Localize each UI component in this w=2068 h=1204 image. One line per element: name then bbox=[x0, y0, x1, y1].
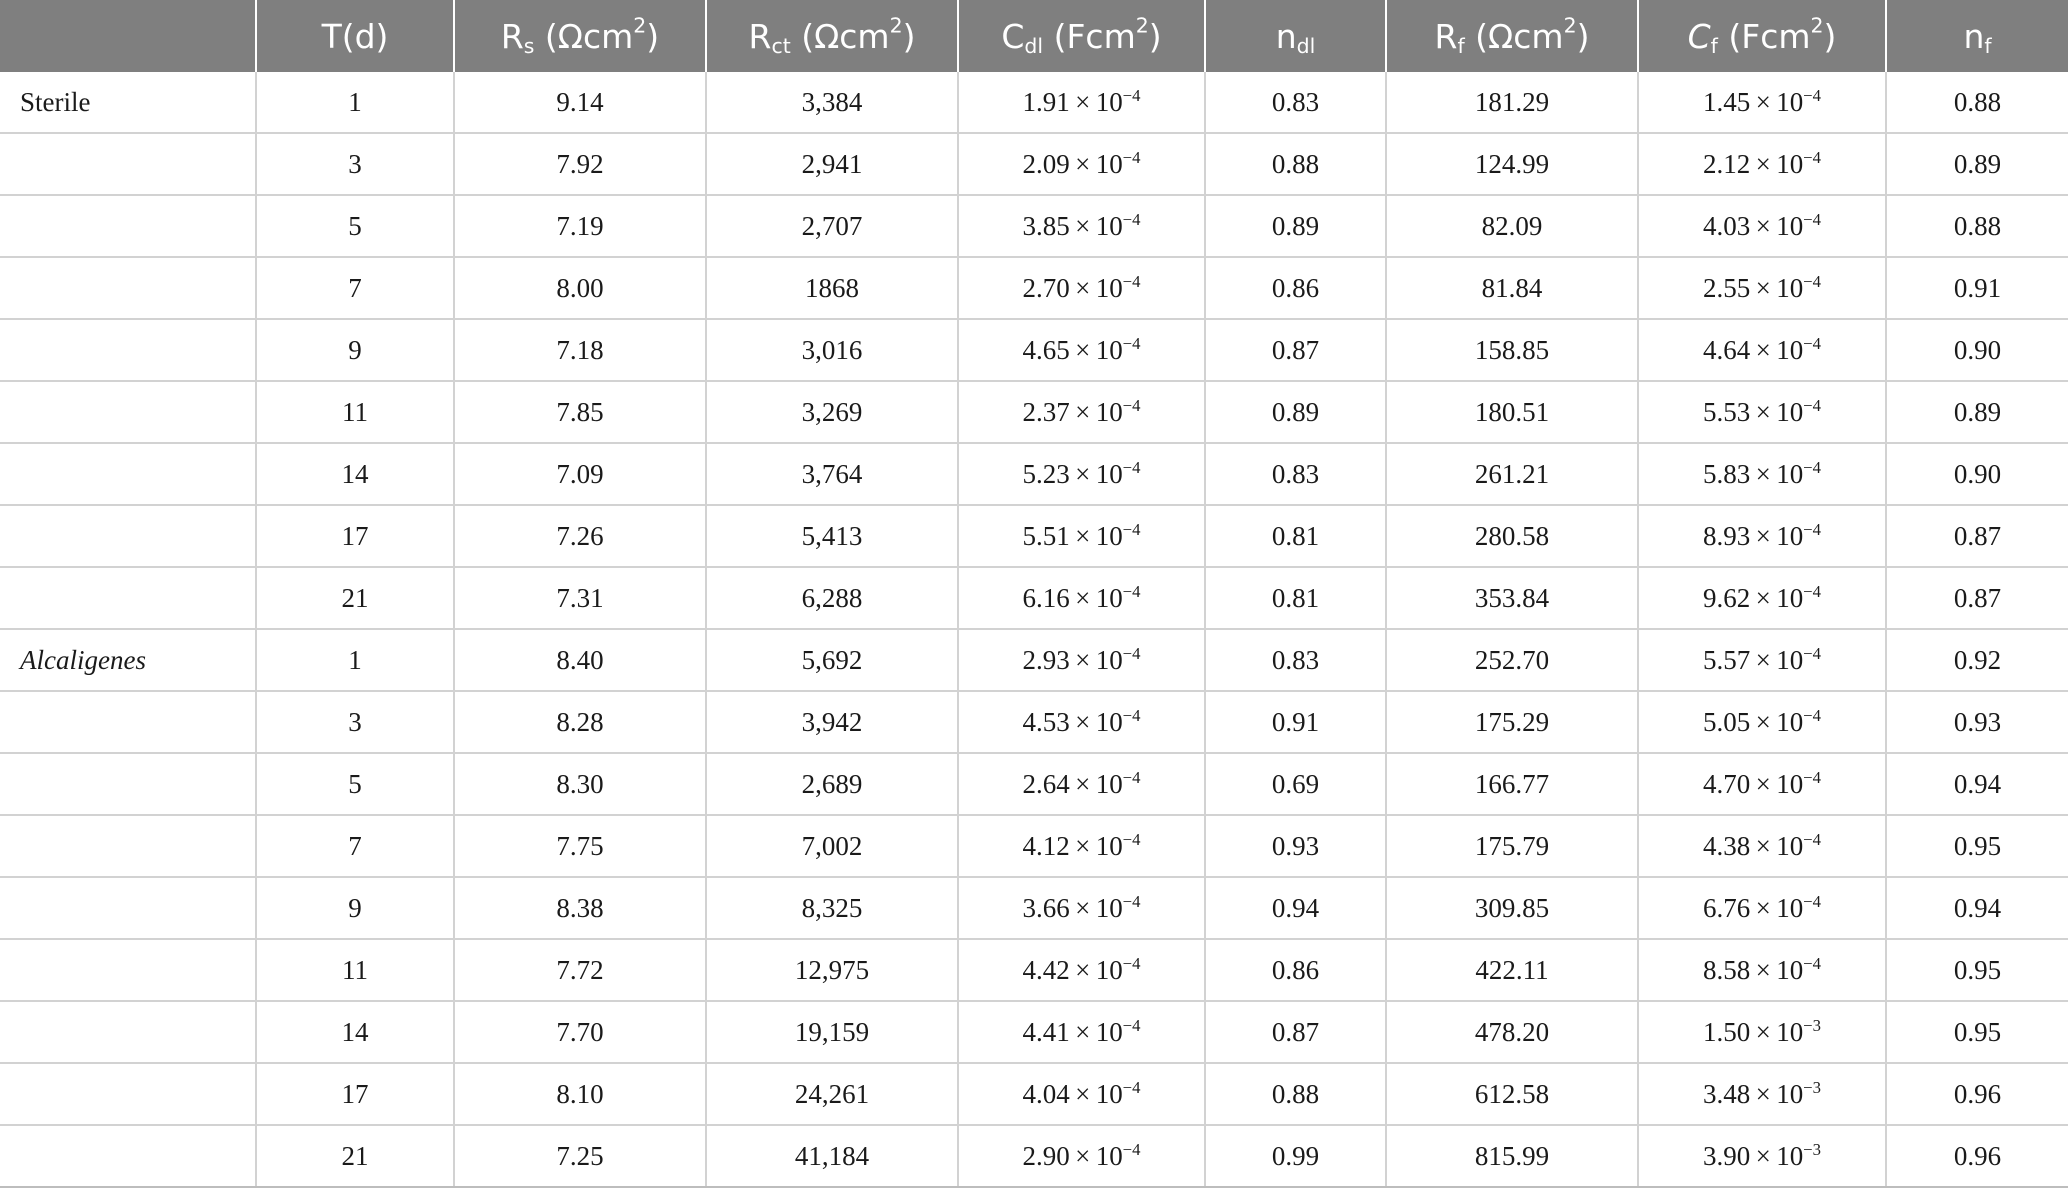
cell-rct: 8,325 bbox=[706, 877, 958, 939]
cell-rf: 478.20 bbox=[1386, 1001, 1638, 1063]
cell-rf: 181.29 bbox=[1386, 72, 1638, 133]
header-symbol: R bbox=[748, 16, 772, 56]
cell-nf: 0.89 bbox=[1886, 381, 2068, 443]
cell-cf bbox=[1638, 505, 1886, 567]
cell-group bbox=[0, 567, 256, 629]
table-row bbox=[0, 319, 2068, 381]
cell-group: Sterile bbox=[0, 72, 256, 133]
header-unit-close: ) bbox=[1576, 16, 1590, 56]
exponent: −4 bbox=[1803, 209, 1822, 229]
cell-rs: 8.40 bbox=[454, 629, 706, 691]
exponent: −4 bbox=[1803, 457, 1822, 477]
cell-cf bbox=[1638, 257, 1886, 319]
cell-cdl bbox=[958, 443, 1205, 505]
exponent: −4 bbox=[1122, 891, 1141, 911]
cell-ndl: 0.81 bbox=[1205, 505, 1386, 567]
cell-rs: 7.70 bbox=[454, 1001, 706, 1063]
cell-group bbox=[0, 133, 256, 195]
header-unit-close: ) bbox=[646, 16, 660, 56]
cell-rct: 5,413 bbox=[706, 505, 958, 567]
cell-rf: 815.99 bbox=[1386, 1125, 1638, 1187]
cell-rct: 3,269 bbox=[706, 381, 958, 443]
exponent: −4 bbox=[1122, 209, 1141, 229]
cell-rct: 6,288 bbox=[706, 567, 958, 629]
cell-ndl: 0.89 bbox=[1205, 195, 1386, 257]
cell-ndl: 0.93 bbox=[1205, 815, 1386, 877]
cell-rct: 12,975 bbox=[706, 939, 958, 1001]
mantissa: 1.50 × 10 bbox=[1702, 1016, 1804, 1047]
cell-nf: 0.87 bbox=[1886, 567, 2068, 629]
header-unit-exponent: 2 bbox=[1135, 13, 1149, 38]
cell-nf: 0.95 bbox=[1886, 939, 2068, 1001]
cell-ndl: 0.91 bbox=[1205, 691, 1386, 753]
exponent: −4 bbox=[1122, 395, 1141, 415]
cell-nf: 0.89 bbox=[1886, 133, 2068, 195]
mantissa: 5.83 × 10 bbox=[1702, 458, 1804, 489]
header-symbol: n bbox=[1275, 16, 1297, 56]
header-symbol: C bbox=[1001, 16, 1025, 56]
mantissa: 2.90 × 10 bbox=[1022, 1140, 1123, 1171]
cell-cf bbox=[1638, 939, 1886, 1001]
cell-rf: 81.84 bbox=[1386, 257, 1638, 319]
mantissa: 4.64 × 10 bbox=[1702, 334, 1804, 365]
cell-rct: 3,016 bbox=[706, 319, 958, 381]
cell-cdl bbox=[958, 257, 1205, 319]
cell-rct: 5,692 bbox=[706, 629, 958, 691]
cell-rs: 7.18 bbox=[454, 319, 706, 381]
cell-rf: 158.85 bbox=[1386, 319, 1638, 381]
table-row bbox=[0, 877, 2068, 939]
table-row bbox=[0, 691, 2068, 753]
cell-cdl bbox=[958, 72, 1205, 133]
exponent: −4 bbox=[1803, 643, 1822, 663]
cell-group bbox=[0, 505, 256, 567]
cell-ndl: 0.81 bbox=[1205, 567, 1386, 629]
exponent: −4 bbox=[1122, 519, 1141, 539]
mantissa: 4.12 × 10 bbox=[1022, 830, 1123, 861]
cell-group bbox=[0, 753, 256, 815]
table-row bbox=[0, 567, 2068, 629]
exponent: −3 bbox=[1803, 1139, 1822, 1159]
cell-rf: 422.11 bbox=[1386, 939, 1638, 1001]
cell-t: 17 bbox=[256, 1063, 454, 1125]
mantissa: 3.85 × 10 bbox=[1022, 210, 1123, 241]
cell-ndl: 0.88 bbox=[1205, 133, 1386, 195]
cell-cf bbox=[1638, 319, 1886, 381]
header-subscript: f bbox=[1457, 33, 1465, 58]
column-header-t bbox=[256, 0, 454, 72]
cell-t: 3 bbox=[256, 133, 454, 195]
table-row bbox=[0, 133, 2068, 195]
column-header-cf bbox=[1638, 0, 1886, 72]
cell-cf bbox=[1638, 381, 1886, 443]
header-unit-close: ) bbox=[902, 16, 916, 56]
mantissa: 2.09 × 10 bbox=[1022, 148, 1123, 179]
cell-t: 9 bbox=[256, 877, 454, 939]
cell-nf: 0.90 bbox=[1886, 319, 2068, 381]
exponent: −4 bbox=[1122, 1077, 1141, 1097]
cell-group bbox=[0, 1001, 256, 1063]
header-unit-exponent: 2 bbox=[633, 13, 647, 38]
cell-t: 21 bbox=[256, 1125, 454, 1187]
cell-cf bbox=[1638, 567, 1886, 629]
cell-rs: 7.25 bbox=[454, 1125, 706, 1187]
exponent: −4 bbox=[1122, 581, 1141, 601]
exponent: −4 bbox=[1122, 705, 1141, 725]
cell-rct: 3,942 bbox=[706, 691, 958, 753]
exponent: −4 bbox=[1122, 333, 1141, 353]
cell-t: 14 bbox=[256, 1001, 454, 1063]
cell-rs: 7.92 bbox=[454, 133, 706, 195]
cell-cdl bbox=[958, 939, 1205, 1001]
cell-rs: 7.31 bbox=[454, 567, 706, 629]
cell-rf: 612.58 bbox=[1386, 1063, 1638, 1125]
cell-rs: 7.85 bbox=[454, 381, 706, 443]
header-subscript: f bbox=[1984, 33, 1992, 58]
mantissa: 6.16 × 10 bbox=[1022, 582, 1123, 613]
header-unit: (Fcm bbox=[1043, 16, 1136, 56]
cell-cdl bbox=[958, 877, 1205, 939]
table-row bbox=[0, 505, 2068, 567]
mantissa: 4.41 × 10 bbox=[1022, 1016, 1123, 1047]
cell-t: 7 bbox=[256, 815, 454, 877]
mantissa: 1.91 × 10 bbox=[1022, 86, 1123, 117]
header-unit-close: ) bbox=[1148, 16, 1162, 56]
cell-cf bbox=[1638, 443, 1886, 505]
cell-nf: 0.91 bbox=[1886, 257, 2068, 319]
cell-rs: 7.09 bbox=[454, 443, 706, 505]
cell-rct: 2,941 bbox=[706, 133, 958, 195]
cell-ndl: 0.69 bbox=[1205, 753, 1386, 815]
cell-nf: 0.88 bbox=[1886, 195, 2068, 257]
cell-rf: 166.77 bbox=[1386, 753, 1638, 815]
cell-nf: 0.95 bbox=[1886, 1001, 2068, 1063]
mantissa: 4.65 × 10 bbox=[1022, 334, 1123, 365]
cell-cf bbox=[1638, 629, 1886, 691]
cell-rf: 252.70 bbox=[1386, 629, 1638, 691]
header-subscript: ct bbox=[771, 33, 791, 58]
header-row bbox=[0, 0, 2068, 72]
cell-ndl: 0.87 bbox=[1205, 319, 1386, 381]
header-subscript: dl bbox=[1296, 33, 1316, 58]
cell-rf: 175.79 bbox=[1386, 815, 1638, 877]
header-unit: (Ωcm bbox=[1464, 16, 1564, 56]
header-unit-exponent: 2 bbox=[1563, 13, 1577, 38]
exponent: −4 bbox=[1122, 829, 1141, 849]
cell-cdl bbox=[958, 195, 1205, 257]
exponent: −4 bbox=[1122, 767, 1141, 787]
table-row bbox=[0, 1125, 2068, 1187]
mantissa: 3.90 × 10 bbox=[1702, 1140, 1804, 1171]
cell-rf: 280.58 bbox=[1386, 505, 1638, 567]
exponent: −3 bbox=[1803, 1015, 1822, 1035]
cell-t: 11 bbox=[256, 939, 454, 1001]
cell-ndl: 0.86 bbox=[1205, 257, 1386, 319]
cell-cf bbox=[1638, 815, 1886, 877]
mantissa: 5.57 × 10 bbox=[1702, 644, 1804, 675]
exponent: −4 bbox=[1122, 1015, 1141, 1035]
cell-group bbox=[0, 443, 256, 505]
cell-group bbox=[0, 257, 256, 319]
table-body bbox=[0, 72, 2068, 1187]
mantissa: 2.70 × 10 bbox=[1022, 272, 1123, 303]
cell-rf: 261.21 bbox=[1386, 443, 1638, 505]
mantissa: 4.42 × 10 bbox=[1022, 954, 1123, 985]
exponent: −4 bbox=[1803, 829, 1822, 849]
table-row bbox=[0, 629, 2068, 691]
cell-rs: 9.14 bbox=[454, 72, 706, 133]
cell-rs: 8.00 bbox=[454, 257, 706, 319]
cell-rs: 7.72 bbox=[454, 939, 706, 1001]
mantissa: 2.93 × 10 bbox=[1022, 644, 1123, 675]
cell-cdl bbox=[958, 691, 1205, 753]
exponent: −4 bbox=[1803, 705, 1822, 725]
column-header-rs bbox=[454, 0, 706, 72]
column-header-nf bbox=[1886, 0, 2068, 72]
exponent: −4 bbox=[1803, 581, 1822, 601]
exponent: −4 bbox=[1122, 643, 1141, 663]
cell-cdl bbox=[958, 815, 1205, 877]
cell-ndl: 0.88 bbox=[1205, 1063, 1386, 1125]
cell-cf bbox=[1638, 691, 1886, 753]
cell-group bbox=[0, 319, 256, 381]
cell-t: 1 bbox=[256, 629, 454, 691]
header-subscript: s bbox=[523, 33, 535, 58]
cell-ndl: 0.83 bbox=[1205, 72, 1386, 133]
mantissa: 4.04 × 10 bbox=[1022, 1078, 1123, 1109]
mantissa: 2.12 × 10 bbox=[1702, 148, 1804, 179]
header-unit-exponent: 2 bbox=[889, 13, 903, 38]
mantissa: 8.93 × 10 bbox=[1702, 520, 1804, 551]
cell-rf: 180.51 bbox=[1386, 381, 1638, 443]
column-header-ndl bbox=[1205, 0, 1386, 72]
header-symbol: R bbox=[500, 16, 524, 56]
cell-ndl: 0.83 bbox=[1205, 443, 1386, 505]
table-row bbox=[0, 443, 2068, 505]
mantissa: 5.05 × 10 bbox=[1702, 706, 1804, 737]
cell-group bbox=[0, 815, 256, 877]
cell-rf: 309.85 bbox=[1386, 877, 1638, 939]
exponent: −4 bbox=[1803, 767, 1822, 787]
cell-t: 21 bbox=[256, 567, 454, 629]
table-row bbox=[0, 381, 2068, 443]
header-unit: (Ωcm bbox=[790, 16, 890, 56]
cell-t: 5 bbox=[256, 753, 454, 815]
cell-t: 1 bbox=[256, 72, 454, 133]
mantissa: 3.66 × 10 bbox=[1022, 892, 1123, 923]
cell-rct: 3,384 bbox=[706, 72, 958, 133]
exponent: −4 bbox=[1803, 891, 1822, 911]
cell-group bbox=[0, 195, 256, 257]
cell-ndl: 0.89 bbox=[1205, 381, 1386, 443]
cell-group bbox=[0, 691, 256, 753]
cell-cf bbox=[1638, 133, 1886, 195]
cell-cdl bbox=[958, 1063, 1205, 1125]
cell-rs: 7.26 bbox=[454, 505, 706, 567]
cell-cdl bbox=[958, 505, 1205, 567]
table-row bbox=[0, 195, 2068, 257]
cell-nf: 0.87 bbox=[1886, 505, 2068, 567]
column-header-group bbox=[0, 0, 256, 72]
cell-t: 7 bbox=[256, 257, 454, 319]
cell-cf bbox=[1638, 1125, 1886, 1187]
cell-rct: 3,764 bbox=[706, 443, 958, 505]
exponent: −4 bbox=[1803, 395, 1822, 415]
header-unit: (Ωcm bbox=[534, 16, 634, 56]
cell-group: Alcaligenes bbox=[0, 629, 256, 691]
header-symbol: R bbox=[1434, 16, 1458, 56]
exponent: −4 bbox=[1803, 271, 1822, 291]
cell-cdl bbox=[958, 133, 1205, 195]
cell-cf bbox=[1638, 753, 1886, 815]
cell-rct: 2,707 bbox=[706, 195, 958, 257]
table-header bbox=[0, 0, 2068, 72]
exponent: −4 bbox=[1122, 1139, 1141, 1159]
cell-cf bbox=[1638, 877, 1886, 939]
mantissa: 3.48 × 10 bbox=[1702, 1078, 1804, 1109]
mantissa: 4.70 × 10 bbox=[1702, 768, 1804, 799]
cell-group bbox=[0, 939, 256, 1001]
cell-group bbox=[0, 1125, 256, 1187]
cell-rs: 7.75 bbox=[454, 815, 706, 877]
cell-ndl: 0.83 bbox=[1205, 629, 1386, 691]
cell-rf: 353.84 bbox=[1386, 567, 1638, 629]
table-row bbox=[0, 72, 2068, 133]
cell-rf: 82.09 bbox=[1386, 195, 1638, 257]
mantissa: 2.37 × 10 bbox=[1022, 396, 1123, 427]
exponent: −4 bbox=[1803, 333, 1822, 353]
cell-cdl bbox=[958, 1001, 1205, 1063]
cell-nf: 0.94 bbox=[1886, 753, 2068, 815]
exponent: −3 bbox=[1803, 1077, 1822, 1097]
mantissa: 1.45 × 10 bbox=[1702, 86, 1804, 117]
exponent: −4 bbox=[1122, 271, 1141, 291]
cell-rct: 41,184 bbox=[706, 1125, 958, 1187]
cell-cdl bbox=[958, 381, 1205, 443]
cell-nf: 0.96 bbox=[1886, 1125, 2068, 1187]
table-row bbox=[0, 753, 2068, 815]
cell-ndl: 0.86 bbox=[1205, 939, 1386, 1001]
cell-rct: 1868 bbox=[706, 257, 958, 319]
cell-rs: 8.10 bbox=[454, 1063, 706, 1125]
cell-rf: 124.99 bbox=[1386, 133, 1638, 195]
cell-nf: 0.95 bbox=[1886, 815, 2068, 877]
cell-rf: 175.29 bbox=[1386, 691, 1638, 753]
table-row bbox=[0, 1001, 2068, 1063]
cell-nf: 0.94 bbox=[1886, 877, 2068, 939]
mantissa: 4.03 × 10 bbox=[1702, 210, 1804, 241]
cell-cdl bbox=[958, 753, 1205, 815]
mantissa: 2.64 × 10 bbox=[1022, 768, 1123, 799]
mantissa: 4.53 × 10 bbox=[1022, 706, 1123, 737]
mantissa: 4.38 × 10 bbox=[1702, 830, 1804, 861]
cell-rct: 7,002 bbox=[706, 815, 958, 877]
mantissa: 2.55 × 10 bbox=[1702, 272, 1804, 303]
cell-rs: 8.30 bbox=[454, 753, 706, 815]
cell-cdl bbox=[958, 567, 1205, 629]
cell-rs: 7.19 bbox=[454, 195, 706, 257]
header-symbol: n bbox=[1963, 16, 1985, 56]
table-row bbox=[0, 815, 2068, 877]
mantissa: 8.58 × 10 bbox=[1702, 954, 1804, 985]
cell-cf bbox=[1638, 195, 1886, 257]
mantissa: 9.62 × 10 bbox=[1702, 582, 1804, 613]
cell-ndl: 0.87 bbox=[1205, 1001, 1386, 1063]
cell-t: 11 bbox=[256, 381, 454, 443]
cell-cf bbox=[1638, 1001, 1886, 1063]
header-unit-exponent: 2 bbox=[1810, 13, 1824, 38]
header-unit: (Fcm bbox=[1717, 16, 1811, 56]
cell-nf: 0.96 bbox=[1886, 1063, 2068, 1125]
table-row bbox=[0, 1063, 2068, 1125]
cell-cf bbox=[1638, 1063, 1886, 1125]
column-header-cdl bbox=[958, 0, 1205, 72]
cell-t: 3 bbox=[256, 691, 454, 753]
cell-t: 9 bbox=[256, 319, 454, 381]
cell-cf bbox=[1638, 72, 1886, 133]
cell-ndl: 0.94 bbox=[1205, 877, 1386, 939]
exponent: −4 bbox=[1122, 457, 1141, 477]
exponent: −4 bbox=[1803, 85, 1822, 105]
table-row bbox=[0, 257, 2068, 319]
cell-group bbox=[0, 1063, 256, 1125]
exponent: −4 bbox=[1122, 147, 1141, 167]
cell-nf: 0.90 bbox=[1886, 443, 2068, 505]
header-unit-close: ) bbox=[1823, 16, 1837, 56]
cell-ndl: 0.99 bbox=[1205, 1125, 1386, 1187]
exponent: −4 bbox=[1803, 147, 1822, 167]
column-header-rf bbox=[1386, 0, 1638, 72]
header-subscript: dl bbox=[1024, 33, 1044, 58]
cell-t: 5 bbox=[256, 195, 454, 257]
mantissa: 5.53 × 10 bbox=[1702, 396, 1804, 427]
cell-t: 17 bbox=[256, 505, 454, 567]
mantissa: 5.23 × 10 bbox=[1022, 458, 1123, 489]
cell-cdl bbox=[958, 629, 1205, 691]
exponent: −4 bbox=[1803, 953, 1822, 973]
cell-nf: 0.93 bbox=[1886, 691, 2068, 753]
cell-nf: 0.88 bbox=[1886, 72, 2068, 133]
cell-rs: 8.38 bbox=[454, 877, 706, 939]
exponent: −4 bbox=[1122, 953, 1141, 973]
mantissa: 6.76 × 10 bbox=[1702, 892, 1804, 923]
cell-rct: 24,261 bbox=[706, 1063, 958, 1125]
header-subscript: f bbox=[1710, 33, 1718, 58]
cell-rct: 19,159 bbox=[706, 1001, 958, 1063]
header-symbol: T(d) bbox=[321, 16, 389, 56]
cell-nf: 0.92 bbox=[1886, 629, 2068, 691]
column-header-rct bbox=[706, 0, 958, 72]
cell-group bbox=[0, 877, 256, 939]
cell-cdl bbox=[958, 319, 1205, 381]
mantissa: 5.51 × 10 bbox=[1022, 520, 1123, 551]
table-row bbox=[0, 939, 2068, 1001]
cell-cdl bbox=[958, 1125, 1205, 1187]
cell-rs: 8.28 bbox=[454, 691, 706, 753]
cell-rct: 2,689 bbox=[706, 753, 958, 815]
header-symbol: C bbox=[1687, 16, 1711, 56]
exponent: −4 bbox=[1122, 85, 1141, 105]
cell-t: 14 bbox=[256, 443, 454, 505]
exponent: −4 bbox=[1803, 519, 1822, 539]
cell-group bbox=[0, 381, 256, 443]
